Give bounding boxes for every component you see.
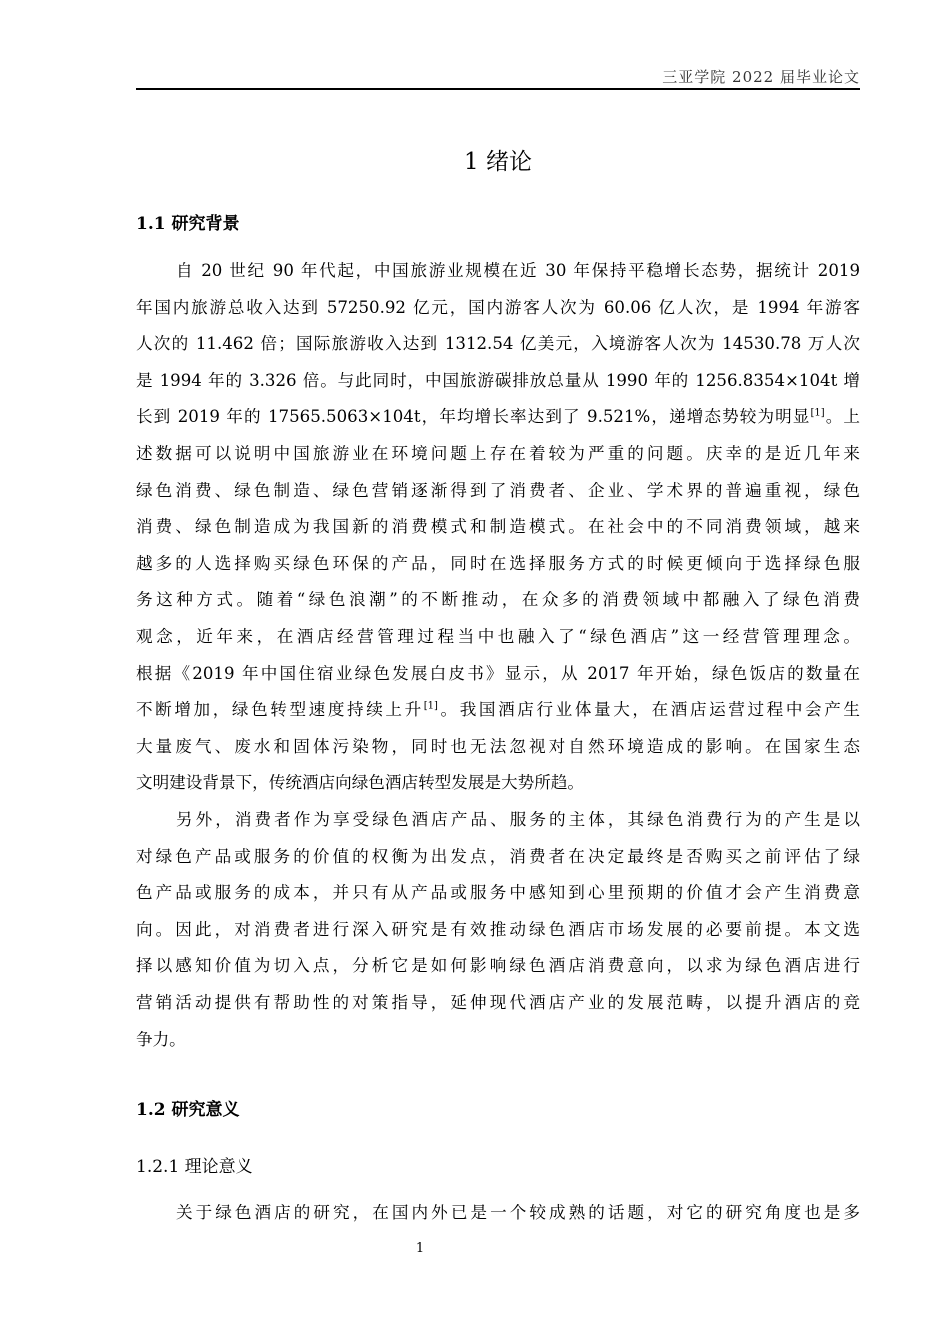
- paragraph-line: 对绿色产品或服务的价值的权衡为出发点，消费者在决定最终是否购买之前评估了绿: [136, 846, 860, 866]
- paragraph-line: 人次的 11.462 倍；国际旅游收入达到 1312.54 亿美元，入境游客人次为 14530.78 万人次: [136, 334, 860, 354]
- section-heading-1-2: 1.2 研究意义: [136, 1100, 240, 1120]
- paragraph-line: 越多的人选择购买绿色环保的产品，同时在选择服务方式的时候更倾向于选择绿色服: [136, 553, 860, 573]
- paragraph-line: 消费、绿色制造成为我国新的消费模式和制造模式。在社会中的不同消费领域，越来: [136, 517, 860, 537]
- paragraph-line: 自 20 世纪 90 年代起，中国旅游业规模在近 30 年保持平稳增长态势，据统计 2019: [176, 261, 860, 280]
- paragraph-line: 绿色消费、绿色制造、绿色营销逐渐得到了消费者、企业、学术界的普遍重视，绿色: [136, 480, 860, 500]
- line-text: 长到 2019 年的 17565.5063×104t，年均增长率达到了 9.521%，递增态势较为明显: [136, 407, 811, 427]
- paragraph-line: 是 1994 年的 3.326 倍。与此同时，中国旅游碳排放总量从 1990 年的 1256.8354×104t 增: [136, 370, 860, 390]
- paragraph-line: [136, 399, 860, 436]
- line-text: 。我国酒店行业体量大，在酒店运营过程中会产生: [437, 700, 861, 720]
- line-text: 。上: [824, 407, 861, 427]
- header-divider: [136, 88, 860, 90]
- header-title: 三亚学院 2022 届毕业论文: [662, 68, 860, 86]
- section-heading-1-1: 1.1 研究背景: [136, 214, 240, 234]
- paragraph-line: 观念，近年来，在酒店经营管理过程当中也融入了“绿色酒店”这一经营管理理念。: [136, 626, 860, 646]
- paragraph-line: 关于绿色酒店的研究，在国内外已是一个较成熟的话题，对它的研究角度也是多: [176, 1203, 860, 1222]
- citation-marker: [1]: [423, 700, 438, 712]
- paragraph-line: 文明建设背景下，传统酒店向绿色酒店转型发展是大势所趋。: [136, 773, 585, 793]
- chapter-title: 1 绪论: [464, 149, 532, 175]
- paragraph-line: 述数据可以说明中国旅游业在环境问题上存在着较为严重的问题。庆幸的是近几年来: [136, 443, 860, 463]
- paragraph-line: [136, 692, 860, 729]
- page-header: [136, 66, 860, 88]
- paragraph-line: 营销活动提供有帮助性的对策指导，延伸现代酒店产业的发展范畴，以提升酒店的竞: [136, 992, 860, 1012]
- paragraph-line: 大量废气、废水和固体污染物，同时也无法忽视对自然环境造成的影响。在国家生态: [136, 736, 860, 756]
- paragraph-line: 向。因此，对消费者进行深入研究是有效推动绿色酒店市场发展的必要前提。本文选: [136, 919, 860, 939]
- paragraph-research-background: [136, 253, 860, 802]
- paragraph-line: 另外，消费者作为享受绿色酒店产品、服务的主体，其绿色消费行为的产生是以: [176, 810, 860, 829]
- paragraph-line: 根据《2019 年中国住宿业绿色发展白皮书》显示，从 2017 年开始，绿色饭店的数量在: [136, 663, 860, 683]
- paragraph-line: 择以感知价值为切入点，分析它是如何影响绿色酒店消费意向，以求为绿色酒店进行: [136, 956, 860, 976]
- line-text: 不断增加，绿色转型速度持续上升: [136, 700, 424, 720]
- paragraph-line: 色产品或服务的成本，并只有从产品或服务中感知到心里预期的价值才会产生消费意: [136, 883, 860, 903]
- paragraph-consumer-focus: [136, 802, 860, 1058]
- paragraph-line: 年国内旅游总收入达到 57250.92 亿元，国内游客人次为 60.06 亿人次，是 1994 年游客: [136, 297, 860, 317]
- paragraph-line: 争力。: [136, 1029, 186, 1049]
- citation-marker: [1]: [810, 407, 825, 419]
- page-number: 1: [415, 1241, 425, 1256]
- paragraph-line: 务这种方式。随着“绿色浪潮”的不断推动，在众多的消费领域中都融入了绿色消费: [136, 590, 860, 610]
- paragraph-theoretical-significance: [136, 1195, 860, 1232]
- subsection-heading-1-2-1: 1.2.1 理论意义: [136, 1157, 253, 1177]
